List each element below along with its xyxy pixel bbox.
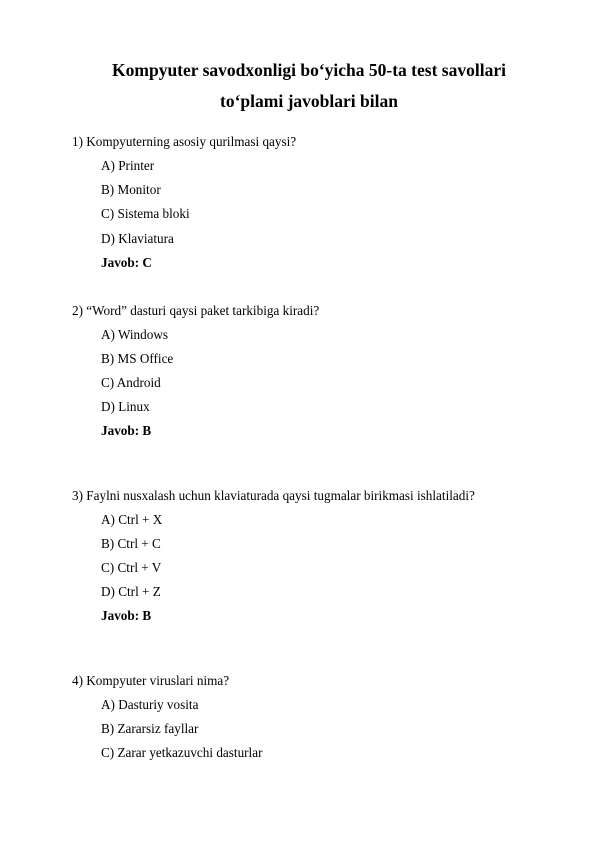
- question-3-option-d: D) Ctrl + Z: [101, 584, 161, 599]
- question-1-text: 1) Kompyuterning asosiy qurilmasi qaysi?: [72, 134, 297, 149]
- question-4-text: 4) Kompyuter viruslari nima?: [72, 673, 230, 688]
- question-1-answer: Javob: C: [101, 255, 152, 270]
- question-1-option-b: B) Monitor: [101, 182, 161, 197]
- question-4-option-a: A) Dasturiy vosita: [101, 697, 199, 712]
- question-3-option-c: C) Ctrl + V: [101, 560, 162, 575]
- question-3-option-a: A) Ctrl + X: [101, 512, 163, 527]
- question-1-option-a: A) Printer: [101, 158, 155, 173]
- question-2-option-d: D) Linux: [101, 399, 150, 414]
- question-2-option-a: A) Windows: [101, 327, 168, 342]
- question-3-answer: Javob: B: [101, 608, 152, 623]
- page-title-line-2: to‘plami javoblari bilan: [220, 91, 398, 111]
- question-1-option-d: D) Klaviatura: [101, 231, 174, 246]
- question-3-text: 3) Faylni nusxalash uchun klaviaturada qaysi tugmalar birikmasi ishlatiladi?: [72, 488, 475, 503]
- question-2-option-c: C) Android: [101, 375, 161, 390]
- question-4-option-c: C) Zarar yetkazuvchi dasturlar: [101, 745, 263, 760]
- question-4-option-b: B) Zararsiz fayllar: [101, 721, 199, 736]
- question-2-option-b: B) MS Office: [101, 351, 174, 366]
- question-3-option-b: B) Ctrl + C: [101, 536, 161, 551]
- page-title-line-1: Kompyuter savodxonligi bo‘yicha 50-ta test savollari: [112, 60, 506, 80]
- question-2-text: 2) “Word” dasturi qaysi paket tarkibiga kiradi?: [72, 303, 320, 318]
- question-1-option-c: C) Sistema bloki: [101, 206, 190, 221]
- question-2-answer: Javob: B: [101, 423, 152, 438]
